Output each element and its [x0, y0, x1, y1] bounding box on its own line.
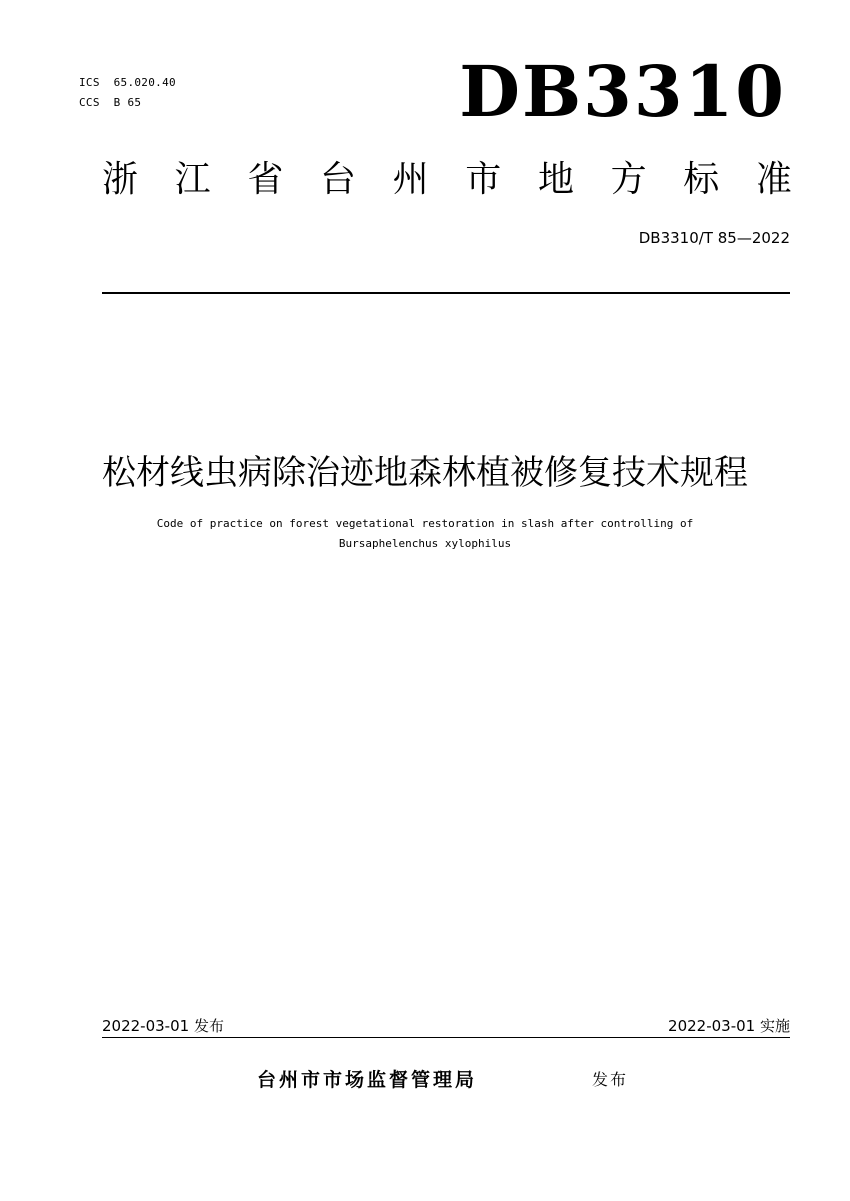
ccs-code: CCS B 65 — [79, 96, 142, 109]
standard-type-char: 准 — [755, 159, 792, 200]
english-title-line-1: Code of practice on forest vegetational restoration in slash after controlling of — [156, 517, 694, 530]
standard-type-char: 标 — [683, 159, 720, 200]
standard-type-heading — [102, 156, 792, 204]
issue-label: 发布 — [592, 1070, 629, 1089]
standard-type-char: 州 — [392, 159, 429, 200]
english-title-line-2: Bursaphelenchus xylophilus — [338, 537, 512, 550]
issuing-authority: 台州市市场监督管理局 — [257, 1069, 478, 1091]
standard-type-char: 市 — [465, 159, 502, 200]
standard-code-logo: DB3310 — [459, 50, 786, 133]
standard-type-char: 地 — [537, 159, 574, 200]
date-row — [102, 1016, 790, 1036]
implement-date: 2022-03-01 实施 — [668, 1017, 790, 1035]
header-divider — [102, 292, 790, 294]
standard-type-char: 台 — [319, 159, 356, 200]
standard-type-char: 浙 — [102, 159, 139, 200]
standard-type-char: 方 — [610, 159, 647, 200]
classification-codes — [79, 73, 176, 113]
standard-type-char: 江 — [174, 159, 211, 200]
standard-type-char: 省 — [247, 159, 284, 200]
ics-code: ICS 65.020.40 — [79, 76, 176, 89]
footer-divider — [102, 1037, 790, 1038]
publish-date: 2022-03-01 发布 — [102, 1017, 224, 1035]
document-title-chinese: 松材线虫病除治迹地森林植被修复技术规程 — [102, 453, 748, 493]
standard-number: DB3310/T 85—2022 — [638, 229, 790, 247]
document-title-english — [0, 514, 850, 554]
